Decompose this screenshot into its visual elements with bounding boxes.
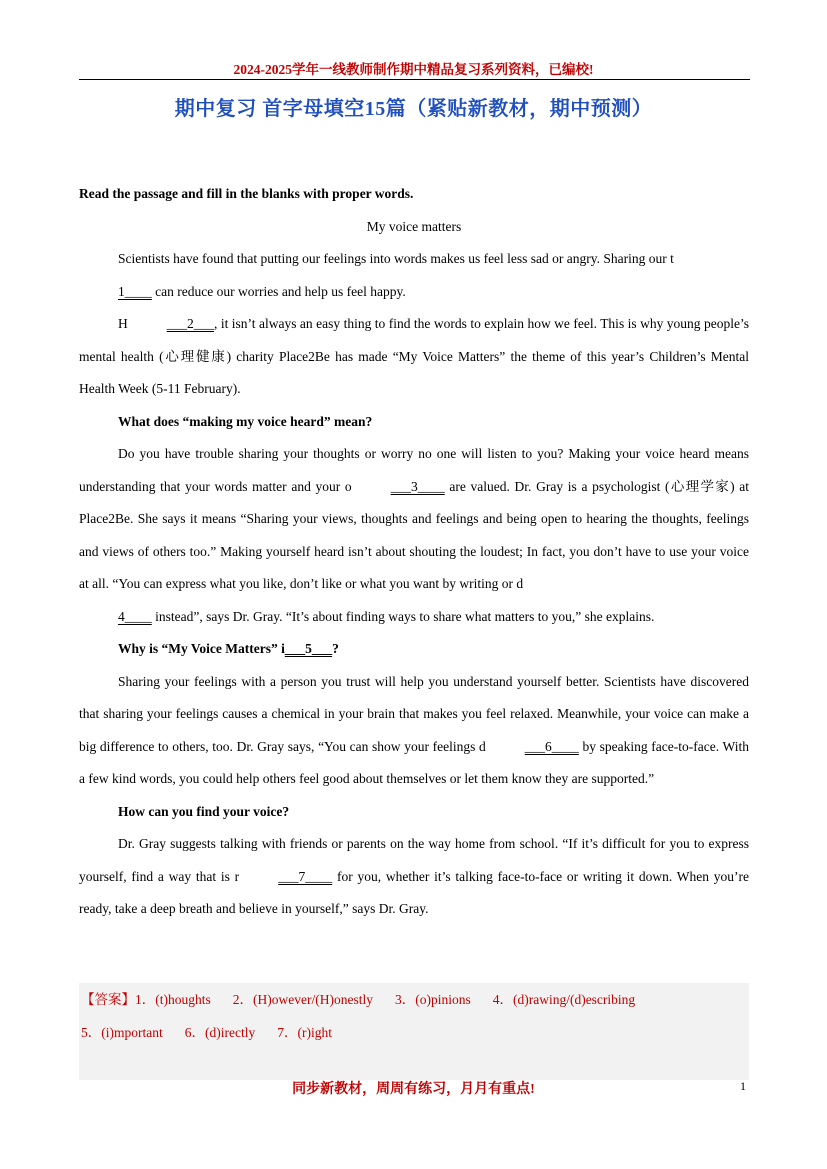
paragraph-1-text-a: Scientists have found that putting our feelings into words makes us feel less sad or angry. Sharing our t xyxy=(118,251,674,266)
blank-2: ___2___ xyxy=(166,316,214,331)
paragraph-4 xyxy=(79,666,749,796)
blank-5: ___5___ xyxy=(284,641,333,656)
answer-row-2 xyxy=(79,1016,749,1049)
passage-content xyxy=(79,178,749,926)
paragraph-2 xyxy=(79,308,749,406)
passage-title: My voice matters xyxy=(366,218,462,234)
answer-item: 2．(H)owever/(H)onestly xyxy=(232,992,373,1007)
paragraph-1 xyxy=(79,243,749,308)
answer-item: 3．(o)pinions xyxy=(394,992,471,1007)
paragraph-5-text-a: Dr. Gray suggests talking with friends or parents on the way home from school. “If it’s difficult for you to express yourself, find a way that is r xyxy=(79,836,749,884)
paragraph-2-text-a: H xyxy=(118,316,128,331)
answer-label: 【答案】 xyxy=(81,992,135,1007)
blank-3: ___3____ xyxy=(390,478,445,494)
subheading-2-text-a: Why is “My Voice Matters” i xyxy=(118,641,285,656)
paragraph-3-text-b: are valued. Dr. Gray is a psychologist (心理学家) at Place2Be. She says it means “Sharing your views, thoughts and feelings and being open to hearing the thoughts, feelings and views of others too.” Making yourself heard isn’t about shouting the loudest; In fact, you don’t have to use your voice at all. “You can express what you like, don’t like or what you want by writing or d xyxy=(79,478,749,591)
subheading-2-text-b: ? xyxy=(332,641,339,656)
subheading-3: How can you find your voice? xyxy=(118,803,290,819)
paragraph-3 xyxy=(79,438,749,633)
header-note: 2024-2025学年一线教师制作期中精品复习系列资料，已编校! xyxy=(233,62,594,77)
blank-7: ___7____ xyxy=(278,868,333,884)
footer-note: 同步新教材，周周有练习，月月有重点! xyxy=(292,1082,535,1097)
answer-item: 7．(r)ight xyxy=(277,1025,332,1040)
answer-row-1 xyxy=(79,983,749,1016)
paragraph-5-text-b: for you, whether it’s talking face-to-face or writing it down. When you’re ready, take a deep breath and believe in yourself,” says Dr. Gray. xyxy=(79,868,749,916)
blank-6: ___6____ xyxy=(524,738,579,754)
paragraph-4-text-a: Sharing your feelings with a person you trust will help you understand yourself better. Scientists have discovered that sharing your feelings causes a chemical in your brain that makes you feel relaxed. Meanwhile, your voice can make a big difference to others, too. Dr. Gray says, “You can show your feelings d xyxy=(79,673,749,754)
page-title: 期中复习 首字母填空15篇（紧贴新教材，期中预测） xyxy=(174,98,653,120)
blank-4: 4____ xyxy=(118,608,152,624)
paragraph-2-text-b: , it isn’t always an easy thing to find the words to explain how we feel. This is why young people’s mental health (心理健康) charity Place2Be has made “My Voice Matters” the theme of this year’s Children’s Mental Health Week (5-11 February). xyxy=(79,316,749,396)
answer-item: 5．(i)mportant xyxy=(81,1025,163,1040)
answer-item: 4．(d)rawing/(d)escribing xyxy=(492,992,636,1007)
blank-1: 1____ xyxy=(118,283,152,299)
page-number: 1 xyxy=(740,1079,746,1093)
header-divider xyxy=(79,79,750,80)
instruction: Read the passage and fill in the blanks with proper words. xyxy=(79,186,414,201)
paragraph-5 xyxy=(79,828,749,926)
paragraph-3-text-a: Do you have trouble sharing your thoughts or worry no one will listen to you? Making your voice heard means understanding that your words matter and your o xyxy=(79,446,749,494)
subheading-2 xyxy=(79,633,749,666)
subheading-1: What does “making my voice heard” mean? xyxy=(118,413,373,429)
paragraph-1-text-b: can reduce our worries and help us feel happy. xyxy=(151,283,406,299)
paragraph-4-text-b: by speaking face-to-face. With a few kind words, you could help others feel good about themselves or let them know they are supported.” xyxy=(79,738,749,786)
answer-item: 6．(d)irectly xyxy=(184,1025,256,1040)
answer-item: 1．(t)houghts xyxy=(135,992,211,1007)
answer-key xyxy=(79,983,749,1080)
paragraph-3-text-c: instead”, says Dr. Gray. “It’s about finding ways to share what matters to you,” she explains. xyxy=(151,608,655,624)
